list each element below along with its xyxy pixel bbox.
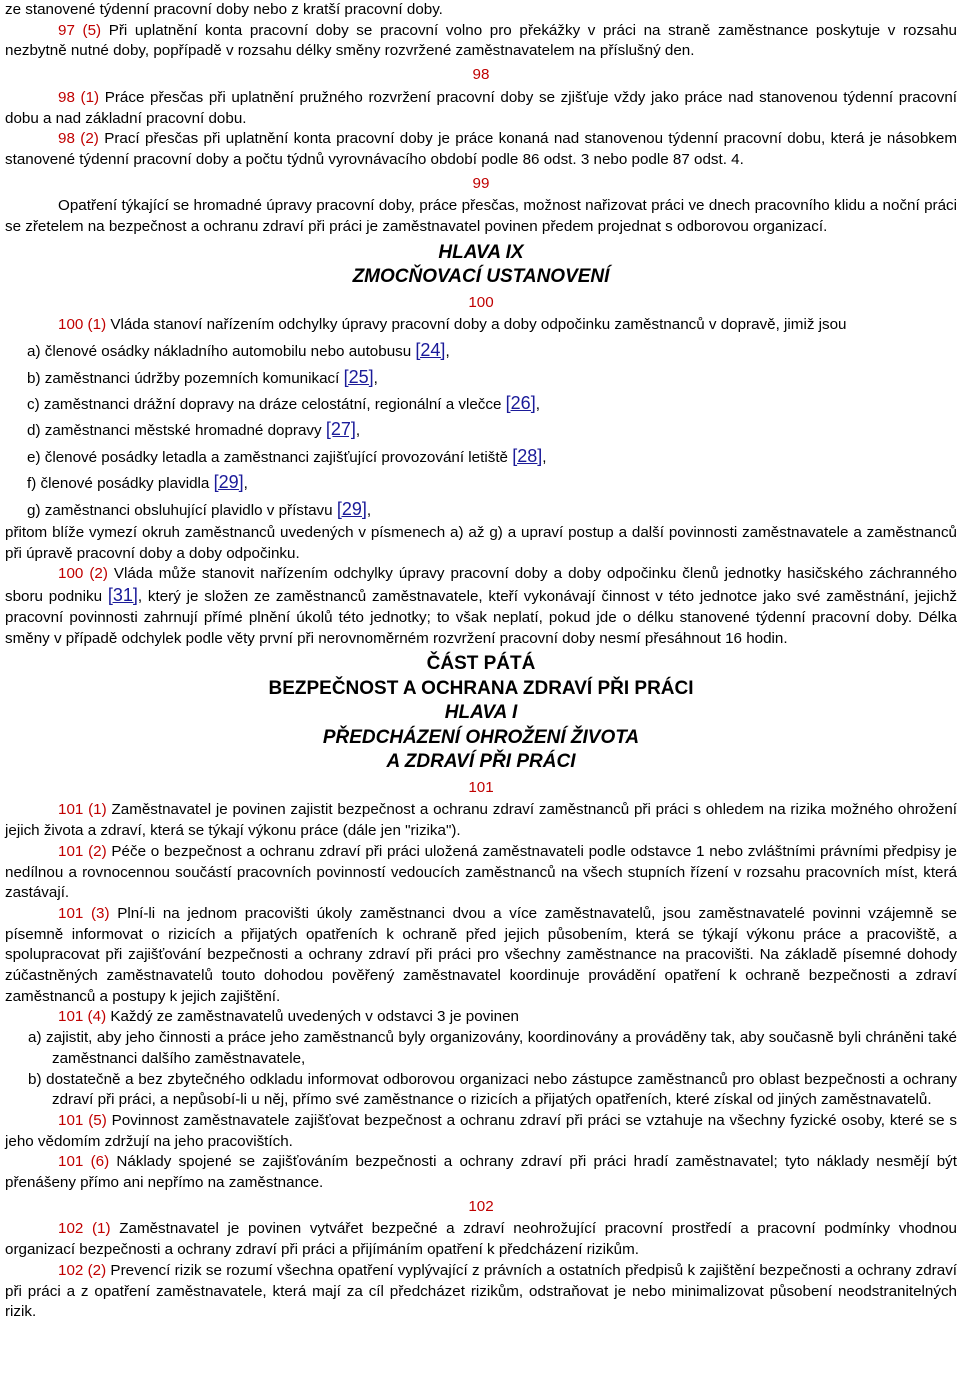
- paragraph-text: Prevencí rizik se rozumí všechna opatření vyplývající z právních a ostatních předpisů k zajištění bezpečnosti a ochrany zdraví při práci a z opatření zaměstnavatele, která mají za cíl předcházet rizikům, odstraňovat je nebo minimalizovat působení neodstranitelných rizik.: [5, 1261, 958, 1321]
- list-item: a) zajistit, aby jeho činnosti a práce jeho zaměstnanců byly organizovány, koordinovány a prováděny tak, aby současně byli chráněni také zaměstnanci dalšího zaměstnavatele,: [28, 1029, 957, 1067]
- paragraph-text: Každý ze zaměstnavatelů uvedených v odstavci 3 je povinen: [106, 1008, 519, 1026]
- list-item-text: b) zaměstnanci údržby pozemních komunikací: [27, 369, 344, 387]
- list-item-text: c) zaměstnanci drážní dopravy na dráze celostátní, regionální a vlečce: [27, 395, 506, 413]
- footnote-link[interactable]: [31]: [107, 585, 138, 606]
- section-heading-100: 100: [468, 293, 494, 311]
- section-mark: 100 (2): [58, 565, 108, 583]
- paragraph-text: Při uplatnění konta pracovní doby se pracovní volno pro překážky v práci na straně zaměstnance poskytuje v rozsahu nezbytně nutné doby, popřípadě v rozsahu délky směny rozvržené zaměstnavatelem na příslušný den.: [5, 21, 957, 60]
- chapter-title: PŘEDCHÁZENÍ OHROŽENÍ ŽIVOTA: [322, 726, 640, 748]
- paragraph-98-1: [5, 88, 957, 129]
- chapter-heading: HLAVA IX: [438, 241, 524, 263]
- paragraph-text: Vláda stanoví nařízením odchylky úpravy pracovní doby a doby odpočinku zaměstnanců v dopravě, jimiž jsou: [106, 316, 847, 334]
- list-100-1: [5, 338, 957, 523]
- paragraph-98-2: [5, 129, 957, 170]
- list-item: b) zaměstnanci údržby pozemních komunikací [25],: [27, 366, 378, 387]
- list-item-text: a) členové osádky nákladního automobilu nebo autobusu: [27, 343, 416, 361]
- section-heading-102: 102: [468, 1197, 494, 1215]
- paragraph-101-2: [5, 842, 957, 904]
- paragraph-text: Práce přesčas při uplatnění pružného rozvržení pracovní doby se zjišťuje vždy jako práce nad stanovenou týdenní pracovní dobu a nad základní pracovní dobu.: [5, 88, 957, 127]
- section-mark: 101 (5): [58, 1111, 107, 1129]
- list-item-text: f) členové posádky plavidla: [27, 475, 214, 493]
- paragraph-text: Zaměstnavatel je povinen zajistit bezpečnost a ochranu zdraví zaměstnanců při práci s ohledem na rizika možného ohrožení jejich života a zdraví, která se týkají výkonu práce (dále jen "rizika").: [5, 801, 957, 840]
- paragraph-101-4: [5, 1007, 957, 1028]
- paragraph-102-1: [5, 1219, 957, 1260]
- section-mark: 101 (6): [58, 1153, 110, 1171]
- paragraph-101-3: [5, 904, 957, 1008]
- list-item: e) členové posádky letadla a zaměstnanci zajišťující provozování letiště [28],: [27, 445, 547, 466]
- section-mark: 97 (5): [58, 21, 102, 39]
- chapter-heading: HLAVA I: [444, 702, 518, 724]
- section-heading-99: 99: [472, 174, 490, 192]
- section-mark: 100 (1): [58, 316, 107, 334]
- paragraph: ze stanovené týdenní pracovní doby nebo z kratší pracovní doby.: [5, 1, 443, 18]
- section-mark: 101 (2): [58, 842, 107, 860]
- paragraph-text: Náklady spojené se zajišťováním bezpečnosti a ochrany zdraví při práci hradí zaměstnavatel; tyto náklady nesmějí být přenášeny přímo ani nepřímo na zaměstnance.: [5, 1153, 957, 1192]
- section-mark: 101 (4): [58, 1008, 107, 1026]
- paragraph-100-1: [5, 315, 957, 336]
- paragraph-99: Opatření týkající se hromadné úpravy pracovní doby, práce přesčas, možnost nařizovat práci ve dnech pracovního klidu a noční práci se zřetelem na bezpečnost a ochranu zdraví při práci je zaměstnavatel povinen předem projednat s odborovou organizací.: [5, 197, 957, 236]
- list-item-text: d) zaměstnanci městské hromadné dopravy: [27, 422, 326, 440]
- list-item: g) zaměstnanci obsluhující plavidlo v přístavu [29],: [27, 498, 372, 519]
- list-item: f) členové posádky plavidla [29],: [27, 472, 248, 493]
- paragraph-text: Prací přesčas při uplatnění konta pracovní doby je práce konaná nad stanovenou týdenní pracovní dobu, která je násobkem stanovené týdenní pracovní doby a počtu týdnů vyrovnávacího období podle 86 odst. 3 nebo podle 87 odst. 4.: [5, 130, 957, 168]
- paragraph-text: Zaměstnavatel je povinen vytvářet bezpečné a zdraví neohrožující pracovní prostředí a pracovní podmínky vhodnou organizací bezpečnosti a ochrany zdraví při práci a přijímáním opatření k předcházení rizikům.: [5, 1220, 957, 1259]
- paragraph-101-6: [5, 1152, 957, 1193]
- footnote-link[interactable]: [27]: [325, 419, 356, 440]
- paragraph-101-5: [5, 1111, 957, 1152]
- paragraph-97-5: [5, 21, 957, 62]
- footnote-link[interactable]: [29]: [213, 472, 244, 493]
- section-mark: 98 (1): [58, 88, 100, 106]
- chapter-title: ZMOCŇOVACÍ USTANOVENÍ: [352, 266, 610, 288]
- footnote-link[interactable]: [29]: [336, 498, 367, 519]
- footnote-link[interactable]: [28]: [512, 445, 543, 466]
- paragraph-text: Vláda může stanovit nařízením odchylky úpravy pracovní doby a doby odpočinku členů jednotky hasičského záchranného sboru podniku: [5, 565, 957, 606]
- paragraph-text: Péče o bezpečnost a ochranu zdraví při práci uložená zaměstnavateli podle odstavce 1 nebo zvláštními právními předpisy je nedílnou a rovnocennou součástí pracovních povinností vedoucích zaměstnanců na všech stupních řízení v rozsahu pracovních míst, která zastávají.: [5, 842, 957, 902]
- paragraph-text: Plní-li na jednom pracovišti úkoly zaměstnanci dvou a více zaměstnavatelů, jsou zaměstnavatelé povinni vzájemně se písemně informovat o rizicích a přijatých opatřeních k ochraně před jejich působením, která se týkají výkonu práce a pracoviště, a spolupracovat při zajišťování bezpečnosti a ochrany zdraví při práci pro všechny zaměstnance na pracovišti. Na základě písemné dohody zúčastněných zaměstnavatelů touto dohodou pověřený zaměstnavatel koordinuje provádění opatření k ochraně bezpečnosti a zdraví zaměstnanců a postupy k jejich zajištění.: [5, 904, 957, 1005]
- section-mark: 102 (2): [58, 1261, 107, 1279]
- footnote-link[interactable]: [24]: [415, 340, 446, 361]
- section-mark: 101 (3): [58, 904, 110, 922]
- part-heading: ČÁST PÁTÁ: [426, 653, 536, 675]
- paragraph: přitom blíže vymezí okruh zaměstnanců uvedených v písmenech a) až g) a upraví postup a další povinnosti zaměstnavatele a zaměstnanců při úpravě pracovní doby a doby odpočinku.: [5, 523, 957, 562]
- list-item: a) členové osádky nákladního automobilu nebo autobusu [24],: [27, 340, 450, 361]
- chapter-title: A ZDRAVÍ PŘI PRÁCI: [386, 751, 576, 773]
- section-mark: 98 (2): [58, 130, 99, 148]
- section-heading-98: 98: [472, 66, 490, 84]
- section-mark: 101 (1): [58, 801, 107, 819]
- section-mark: 102 (1): [58, 1220, 111, 1238]
- section-heading-101: 101: [468, 778, 494, 796]
- list-item-text: e) členové posádky letadla a zaměstnanci zajišťující provozování letiště: [27, 448, 513, 466]
- paragraph-102-2: [5, 1261, 957, 1323]
- list-item-text: g) zaměstnanci obsluhující plavidlo v přístavu: [27, 501, 337, 519]
- list-item: d) zaměstnanci městské hromadné dopravy [27],: [27, 419, 361, 440]
- list-item: b) dostatečně a bez zbytečného odkladu informovat odborovou organizaci nebo zástupce zaměstnanců pro oblast bezpečnosti a ochrany zdraví při práci, a nepůsobí-li u něj, přímo své zaměstnance o rizicích a přijatých opatřeních, které získal od jiných zaměstnavatelů.: [28, 1070, 957, 1109]
- paragraph-text: , který je složen ze zaměstnanců zaměstnavatele, kteří vykonávají činnost v této jednotce jako své zaměstnání, jejichž pracovní povinnosti zahrnují přímé plnění úkolů této jednotky; to však neplatí, pokud jde o délku stanovené týdenní pracovní doby. Délka směny v případě odchylek podle věty první při nerovnoměrném rozvržení pracovní doby nesmí přesáhnout 16 hodin.: [5, 588, 957, 647]
- list-item: c) zaměstnanci drážní dopravy na dráze celostátní, regionální a vlečce [26],: [27, 392, 540, 413]
- paragraph-100-2: [5, 564, 957, 649]
- footnote-link[interactable]: [26]: [505, 392, 536, 413]
- paragraph-101-1: [5, 800, 957, 841]
- paragraph-text: Povinnost zaměstnavatele zajišťovat bezpečnost a ochranu zdraví při práci se vztahuje na všechny fyzické osoby, které se s jeho vědomím zdržují na jeho pracovištích.: [5, 1111, 958, 1150]
- footnote-link[interactable]: [25]: [343, 366, 374, 387]
- part-title: BEZPEČNOST A OCHRANA ZDRAVÍ PŘI PRÁCI: [268, 677, 694, 699]
